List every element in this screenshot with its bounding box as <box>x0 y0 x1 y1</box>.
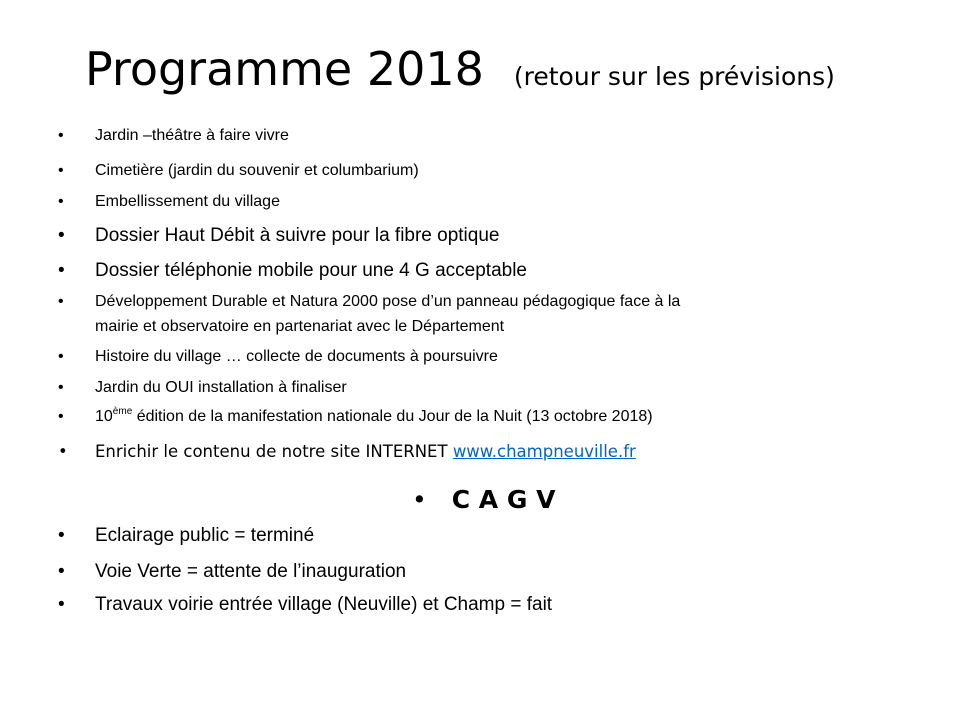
website-link[interactable]: www.champneuville.fr <box>452 442 636 461</box>
list-item-text: Histoire du village … collecte de documents à poursuivre <box>95 348 498 365</box>
list-item-lead: Enrichir le contenu de notre site INTERNET <box>95 442 453 461</box>
bullet-dot: • <box>58 193 64 210</box>
bullet-dot: • <box>58 162 64 179</box>
list-item-text: mairie et observatoire en partenariat avec le Département <box>95 318 505 335</box>
list-item-text: Dossier téléphonie mobile pour une 4 G acceptable <box>95 260 527 281</box>
bullet-dot: • <box>58 442 68 461</box>
bullet-dot: • <box>58 260 65 281</box>
ordinal-suffix: ème <box>112 406 133 417</box>
list-item-text <box>95 442 636 461</box>
list-item-rest: édition de la manifestation nationale du Jour de la Nuit (13 octobre 2018) <box>132 408 653 425</box>
bullet-dot: • <box>58 127 64 144</box>
bullet-dot: • <box>58 379 64 396</box>
title-main: Programme 2018 <box>85 42 484 96</box>
bullet-dot: • <box>412 485 427 514</box>
title-subtitle: (retour sur les prévisions) <box>513 62 835 91</box>
bullet-dot: • <box>58 594 65 615</box>
bullet-dot: • <box>58 293 64 310</box>
list-item-text: Voie Verte = attente de l’inauguration <box>95 561 407 582</box>
list-item-text: Dossier Haut Débit à suivre pour la fibre optique <box>95 225 500 246</box>
list-item-text: Travaux voirie entrée village (Neuville) et Champ = fait <box>95 594 553 615</box>
list-item-text: Cimetière (jardin du souvenir et columbarium) <box>95 162 419 179</box>
list-item-text: Eclairage public = terminé <box>95 525 315 546</box>
list-item-text <box>95 408 653 426</box>
list-item-text: Jardin –théâtre à faire vivre <box>95 127 289 144</box>
bullet-dot: • <box>58 525 65 546</box>
slide-title <box>85 42 835 96</box>
bullet-dot: • <box>58 408 64 425</box>
bullet-dot: • <box>58 225 65 246</box>
bullet-dot: • <box>58 561 65 582</box>
bullet-dot: • <box>58 348 64 365</box>
ordinal-number: 10 <box>95 408 113 425</box>
list-item-text: Développement Durable et Natura 2000 pose d’un panneau pédagogique face à la <box>95 293 681 310</box>
list-item-text: Jardin du OUI installation à finaliser <box>95 379 347 396</box>
list-item-text: Embellissement du village <box>95 193 280 210</box>
cagv-heading <box>412 485 555 514</box>
cagv-label: C A G V <box>451 485 556 514</box>
